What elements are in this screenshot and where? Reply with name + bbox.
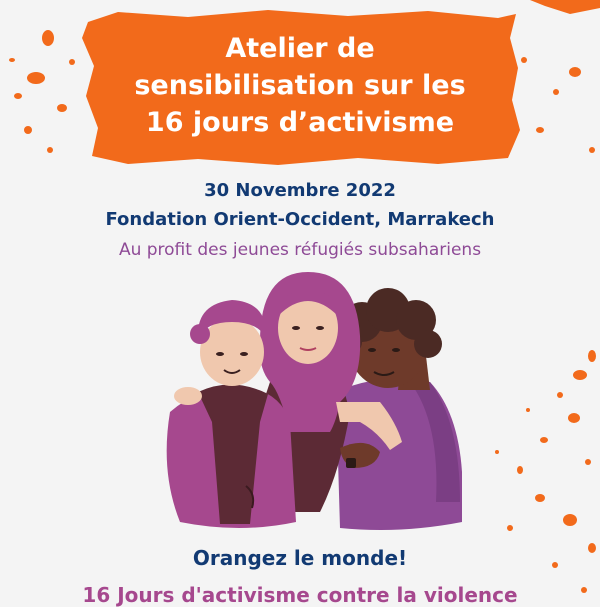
title-line-1: Atelier de — [225, 33, 375, 64]
event-venue: Fondation Orient-Occident, Marrakech — [105, 209, 495, 230]
event-audience: Au profit des jeunes réfugiés subsahariens — [118, 240, 482, 260]
event-date: 30 Novembre 2022 — [204, 180, 396, 201]
campaign-line: 16 Jours d'activisme contre la violence — [82, 583, 518, 607]
title-banner — [78, 8, 522, 168]
title-line-3: 16 jours d’activisme — [145, 107, 455, 138]
title-line-2: sensibilisation sur les — [134, 70, 466, 101]
slogan: Orangez le monde! — [192, 546, 408, 570]
three-women-illustration — [140, 272, 470, 540]
workshop-title — [78, 30, 522, 141]
